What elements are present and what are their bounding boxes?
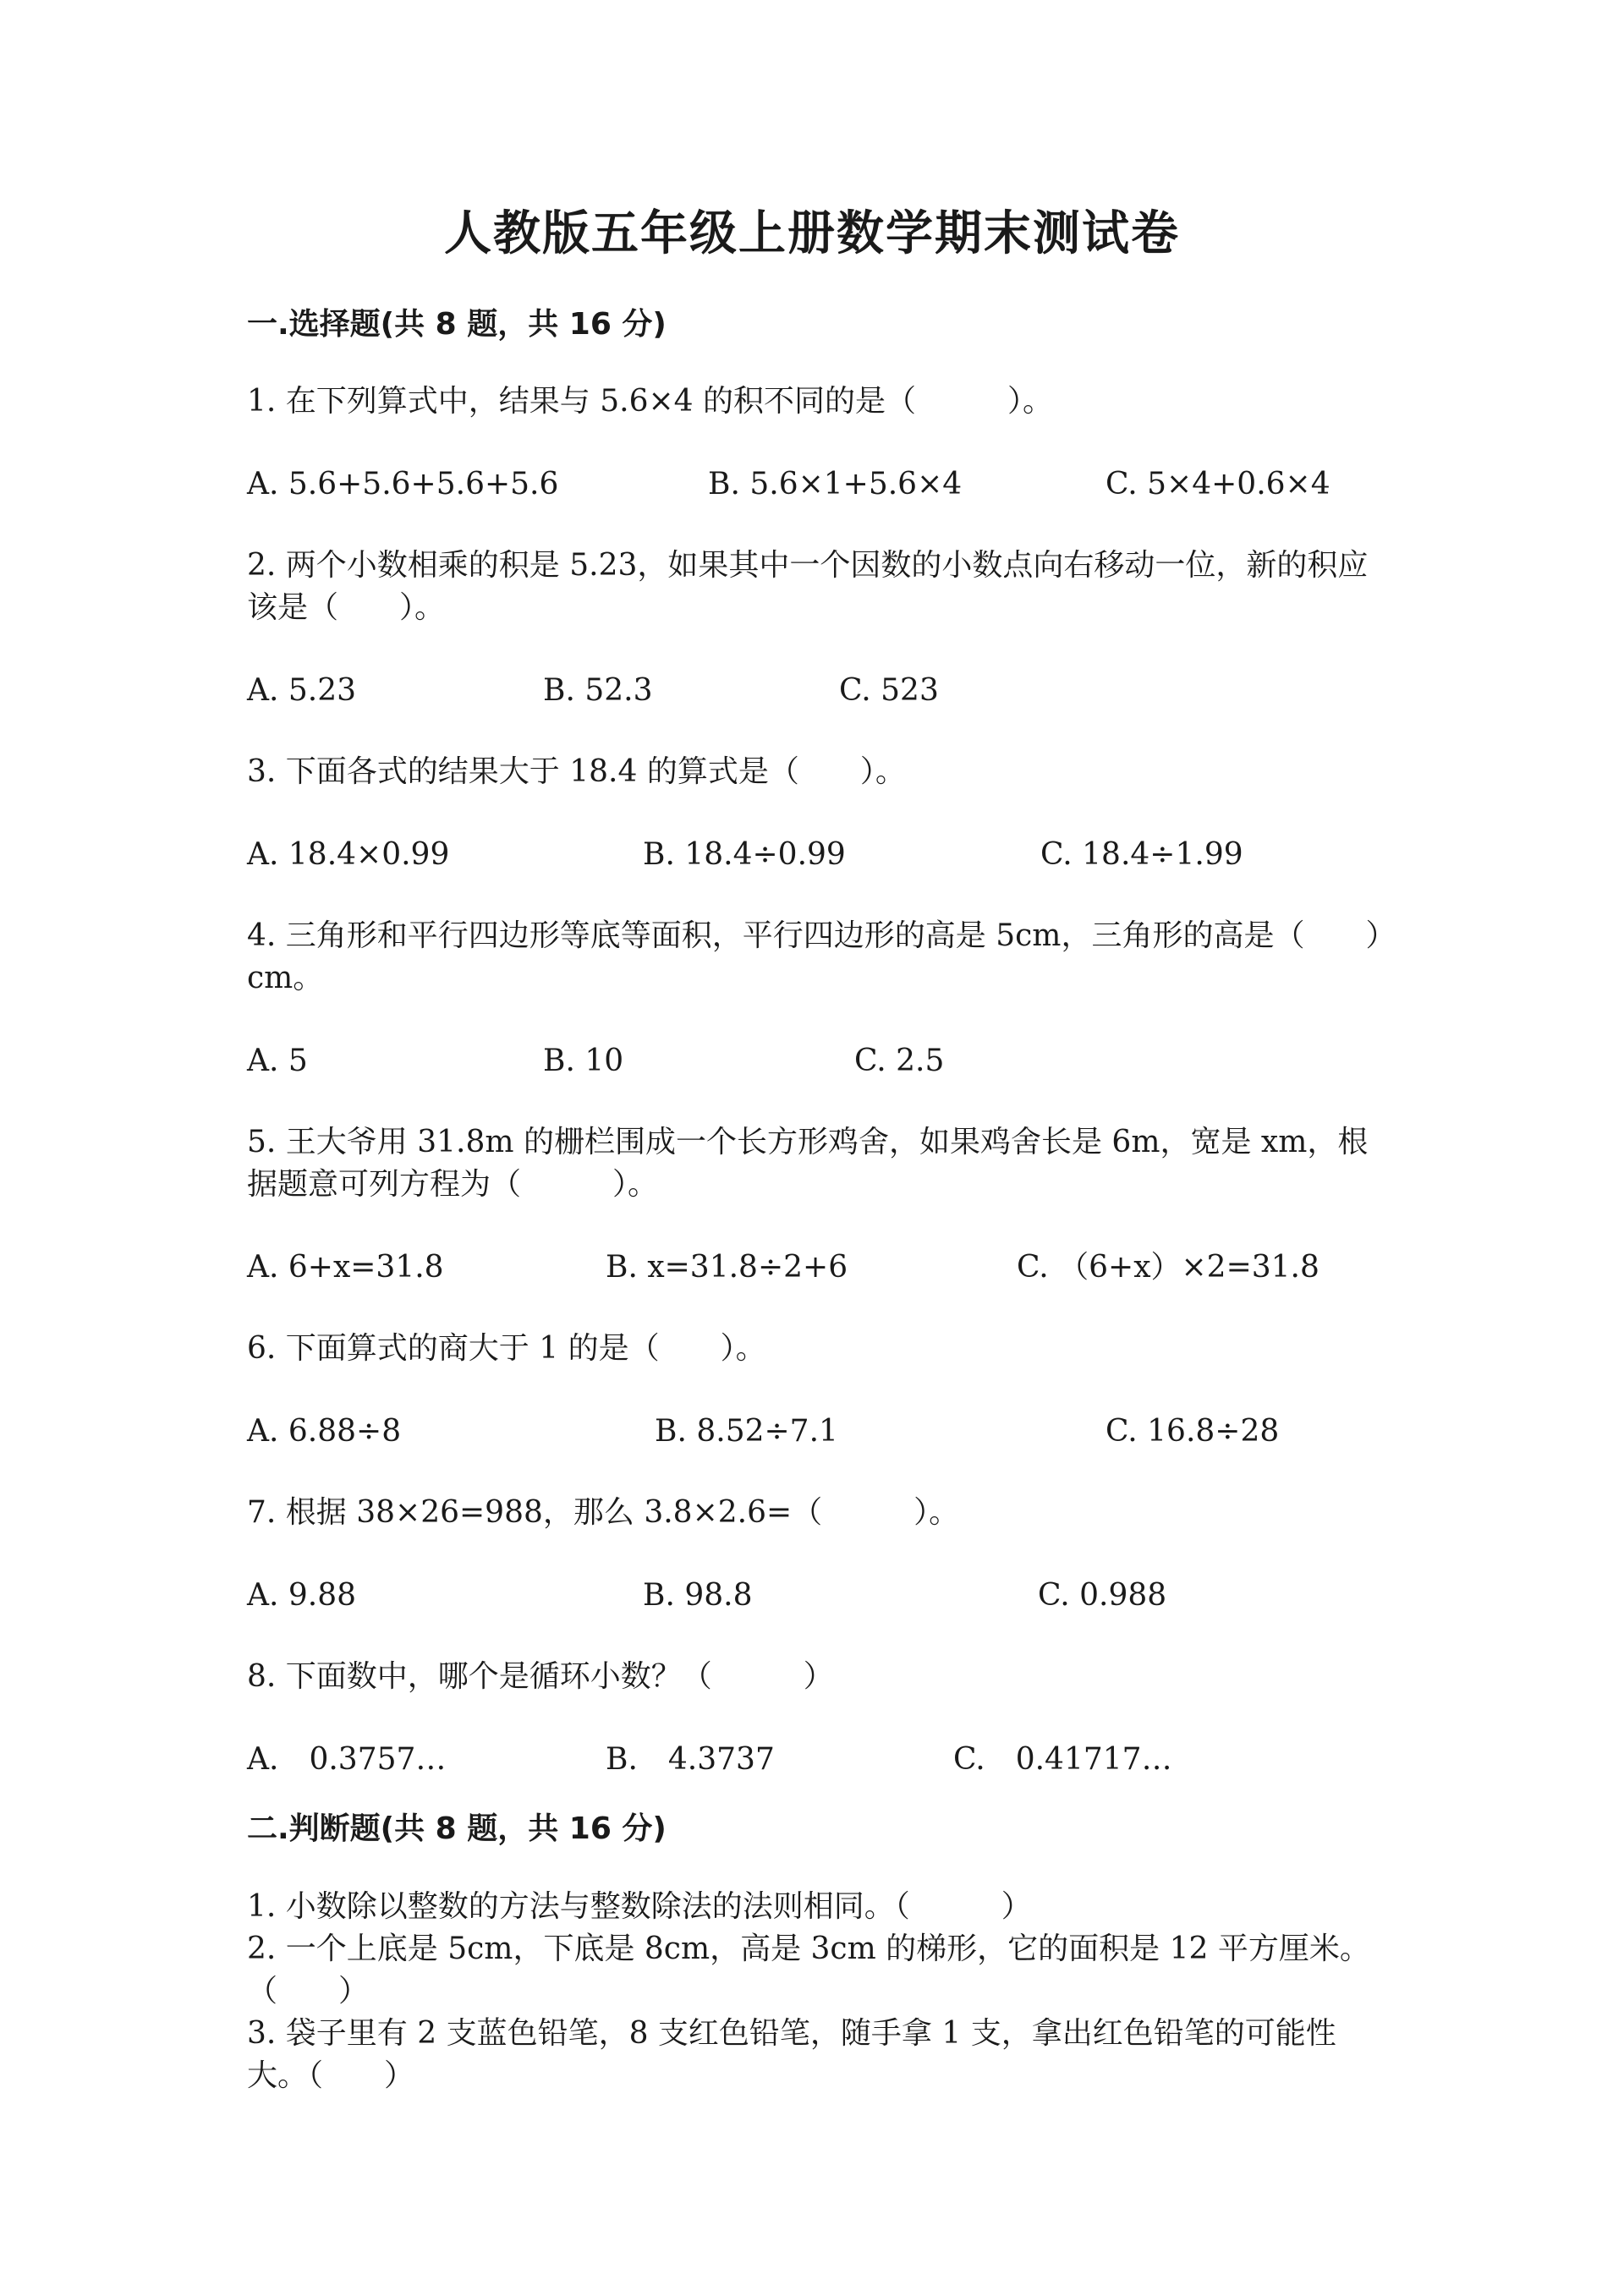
options-8 [247, 1739, 1397, 1781]
option-c: C. 0.41717… [953, 1742, 1172, 1777]
option-b: B. 8.52÷7.1 [655, 1414, 838, 1449]
option-b: B. x=31.8÷2+6 [606, 1250, 848, 1285]
option-a: A. 5.23 [247, 673, 357, 708]
question-7: 7. 根据 38×26=988，那么 3.8×2.6=（ ）。 [247, 1495, 960, 1530]
option-c: C. 0.988 [1038, 1578, 1167, 1613]
option-b: B. 98.8 [643, 1578, 753, 1613]
option-c: C. 5×4+0.6×4 [1106, 467, 1330, 501]
page-title: 人教版五年级上册数学期末测试卷 [444, 206, 1180, 261]
options-3 [247, 834, 1397, 876]
option-c: C. （6+x）×2=31.8 [1017, 1250, 1320, 1285]
question-4: 4. 三角形和平行四边形等底等面积，平行四边形的高是 5cm，三角形的高是（ ）cm。 [247, 918, 1381, 995]
options-7 [247, 1575, 1397, 1617]
option-a: A. 18.4×0.99 [247, 837, 450, 872]
options-5 [247, 1247, 1397, 1289]
options-4 [247, 1040, 1397, 1082]
options-2 [247, 670, 1397, 712]
option-a: A. 6+x=31.8 [247, 1250, 444, 1285]
question-3: 3. 下面各式的结果大于 18.4 的算式是（ ）。 [247, 754, 906, 789]
option-b: B. 52.3 [543, 673, 653, 708]
option-a: A. 9.88 [247, 1578, 357, 1613]
section-heading-choice: 一.选择题(共 8 题，共 16 分) [247, 307, 667, 342]
judgment-2: 2. 一个上底是 5cm，下底是 8cm，高是 3cm 的梯形，它的面积是 12 平方厘米。（ ） [247, 1932, 1370, 2008]
option-b: B. 10 [543, 1044, 624, 1078]
question-6: 6. 下面算式的商大于 1 的是（ ）。 [247, 1331, 766, 1366]
option-c: C. 2.5 [854, 1044, 945, 1078]
option-a: A. 5 [247, 1044, 308, 1078]
question-2: 2. 两个小数相乘的积是 5.23，如果其中一个因数的小数点向右移动一位，新的积应该是（ ）。 [247, 548, 1369, 625]
question-8: 8. 下面数中，哪个是循环小数？（ ） [247, 1659, 834, 1694]
section-heading-judgment: 二.判断题(共 8 题，共 16 分) [247, 1811, 667, 1846]
option-c: C. 18.4÷1.99 [1040, 837, 1243, 872]
option-b: B. 18.4÷0.99 [643, 837, 846, 872]
option-c: C. 523 [839, 673, 939, 708]
option-a: A. 0.3757… [247, 1742, 447, 1777]
option-a: A. 6.88÷8 [247, 1414, 402, 1449]
options-6 [247, 1411, 1397, 1453]
question-1: 1. 在下列算式中，结果与 5.6×4 的积不同的是（ ）。 [247, 384, 1053, 419]
judgment-1: 1. 小数除以整数的方法与整数除法的法则相同。（ ） [247, 1889, 1032, 1924]
option-c: C. 16.8÷28 [1106, 1414, 1280, 1449]
option-b: B. 4.3737 [606, 1742, 775, 1777]
judgment-3: 3. 袋子里有 2 支蓝色铅笔，8 支红色铅笔，随手拿 1 支，拿出红色铅笔的可能性大。（ ） [247, 2016, 1336, 2093]
option-b: B. 5.6×1+5.6×4 [708, 467, 963, 501]
option-a: A. 5.6+5.6+5.6+5.6 [247, 467, 559, 501]
question-5: 5. 王大爷用 31.8m 的栅栏围成一个长方形鸡舍，如果鸡舍长是 6m，宽是 xm，根据题意可列方程为（ ）。 [247, 1125, 1369, 1202]
options-1 [247, 463, 1397, 506]
